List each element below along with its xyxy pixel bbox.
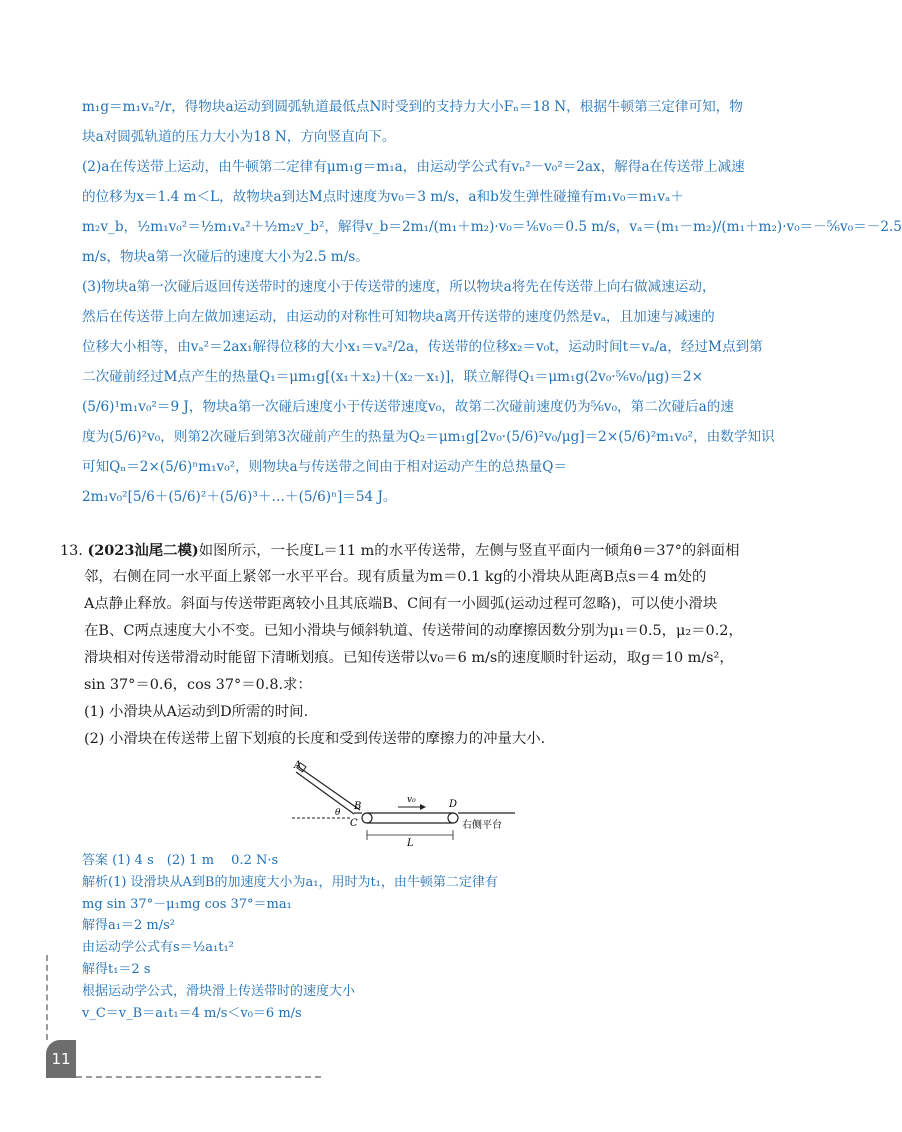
answer-line: 由运动学公式有s＝½a₁t₁²: [82, 940, 234, 956]
answer-summary: 答案 (1) 4 s (2) 1 m 0.2 N·s: [82, 853, 279, 868]
solution-line: 位移大小相等，由vₐ²＝2ax₁解得位移的大小x₁＝vₐ²/2a，传送带的位移x₂＝v₀t，运动时间t＝vₐ/a，经过M点到第: [82, 339, 763, 355]
solution-line: (3)物块a第一次碰后返回传送带时的速度小于传送带的速度，所以物块a将先在传送带上向右做减速运动，: [82, 279, 716, 295]
label-d: D: [449, 799, 458, 810]
solution-line: (2)a在传送带上运动，由牛顿第二定律有μm₁g＝m₁a，由运动学公式有vₙ²－v₀²＝2ax，解得a在传送带上减速: [82, 159, 745, 175]
conveyor-figure: [290, 760, 520, 850]
label-a: A: [294, 760, 302, 771]
page-border-dashed: [76, 1076, 321, 1078]
question-line: 邻，右侧在同一水平面上紧邻一水平平台。现有质量为m＝0.1 kg的小滑块从距离B点s＝4 m处的: [84, 569, 707, 585]
solution-line: m/s，物块a第一次碰后的速度大小为2.5 m/s。: [82, 249, 369, 265]
solution-line: 的位移为x＝1.4 m＜L，故物块a到达M点时速度为v₀＝3 m/s，a和b发生弹性碰撞有m₁v₀＝m₁vₐ＋: [82, 189, 684, 205]
page-border-dashed: [46, 955, 48, 1040]
answer-line: v_C＝v_B＝a₁t₁＝4 m/s＜v₀＝6 m/s: [82, 1005, 302, 1021]
label-platform: 右侧平台: [462, 820, 502, 831]
question-line: 在B、C两点速度大小不变。已知小滑块与倾斜轨道、传送带间的动摩擦因数分别为μ₁＝0.5，μ₂＝0.2，: [84, 623, 743, 639]
answer-line: 解得t₁＝2 s: [82, 961, 151, 977]
answer-line: 根据运动学公式，滑块滑上传送带时的速度大小: [82, 983, 356, 999]
answer-line: 解析(1) 设滑块从A到B的加速度大小为a₁，用时为t₁，由牛顿第二定律有: [82, 874, 498, 890]
solution-line: m₁g＝m₁vₙ²/r，得物块a运动到圆弧轨道最低点N时受到的支持力大小Fₙ＝18 N，根据牛顿第三定律可知，物: [82, 99, 743, 115]
solution-line: 块a对圆弧轨道的压力大小为18 N，方向竖直向下。: [82, 129, 396, 145]
solution-line: 二次碰前经过M点产生的热量Q₁＝μm₁g[(x₁＋x₂)＋(x₂－x₁)]，联立解得Q₁＝μm₁g(2v₀·⅚v₀/μg)＝2×: [82, 369, 703, 385]
answer-line: mg sin 37°－μ₁mg cos 37°＝ma₁: [82, 896, 292, 912]
solution-line: m₂v_b，½m₁v₀²＝½m₁vₐ²＋½m₂v_b²，解得v_b＝2m₁/(m₁＋m₂)·v₀＝⅙v₀＝0.5 m/s，vₐ＝(m₁－m₂)/(m₁＋m₂)·v₀＝－⅚v₀＝－2.5: [82, 219, 902, 235]
question-number: 13.: [60, 543, 83, 559]
label-v0: v₀: [407, 795, 416, 805]
label-c: C: [350, 818, 358, 829]
question-block: [60, 537, 750, 753]
sub-question-2: (2) 小滑块在传送带上留下划痕的长度和受到传送带的摩擦力的冲量大小.: [84, 731, 546, 747]
belt-left-roller: [362, 813, 372, 823]
solution-line: 然后在传送带上向左做加速运动，由运动的对称性可知物块a离开传送带的速度仍然是vₐ，且加速与减速的: [82, 309, 715, 325]
solution-text: [82, 92, 902, 512]
label-l: L: [407, 838, 414, 849]
question-line: A点静止释放。斜面与传送带距离较小且其底端B、C间有一小圆弧(运动过程可忽略)，可以使小滑块: [84, 596, 718, 612]
page-number-badge: [46, 1040, 76, 1078]
question-line: 滑块相对传送带滑动时能留下清晰划痕。已知传送带以v₀＝6 m/s的速度顺时针运动，取g＝10 m/s²，: [84, 650, 734, 666]
question-line: 如图所示，一长度L＝11 m的水平传送带，左侧与竖直平面内一倾角θ＝37°的斜面相: [198, 543, 740, 559]
velocity-arrowhead: [420, 804, 426, 810]
belt-right-roller: [448, 813, 458, 823]
sub-question-1: (1) 小滑块从A运动到D所需的时间.: [84, 704, 309, 720]
incline-line: [296, 772, 354, 814]
answer-text: [82, 850, 744, 1024]
question-source: (2023汕尾二模): [87, 542, 199, 559]
solution-line: (5/6)¹m₁v₀²＝9 J，物块a第一次碰后速度小于传送带速度v₀，故第二次碰前速度仍为⅚v₀，第二次碰后a的速: [82, 399, 734, 415]
solution-line: 2m₁v₀²[5/6＋(5/6)²＋(5/6)³＋…＋(5/6)ⁿ]＝54 J。: [82, 489, 397, 505]
solution-line: 度为(5/6)²v₀，则第2次碰后到第3次碰前产生的热量为Q₂＝μm₁g[2v₀·(5/6)²v₀/μg]＝2×(5/6)²m₁v₀²，由数学知识: [82, 429, 775, 445]
label-theta: θ: [335, 808, 341, 818]
label-b: B: [354, 801, 362, 812]
question-line: sin 37°＝0.6，cos 37°＝0.8.求：: [84, 677, 312, 693]
solution-line: 可知Qₙ＝2×(5/6)ⁿm₁v₀²，则物块a与传送带之间由于相对运动产生的总热量Q＝: [82, 459, 568, 475]
incline-line: [300, 768, 360, 810]
answer-line: 解得a₁＝2 m/s²: [82, 918, 175, 934]
page-number: 11: [51, 1050, 71, 1068]
